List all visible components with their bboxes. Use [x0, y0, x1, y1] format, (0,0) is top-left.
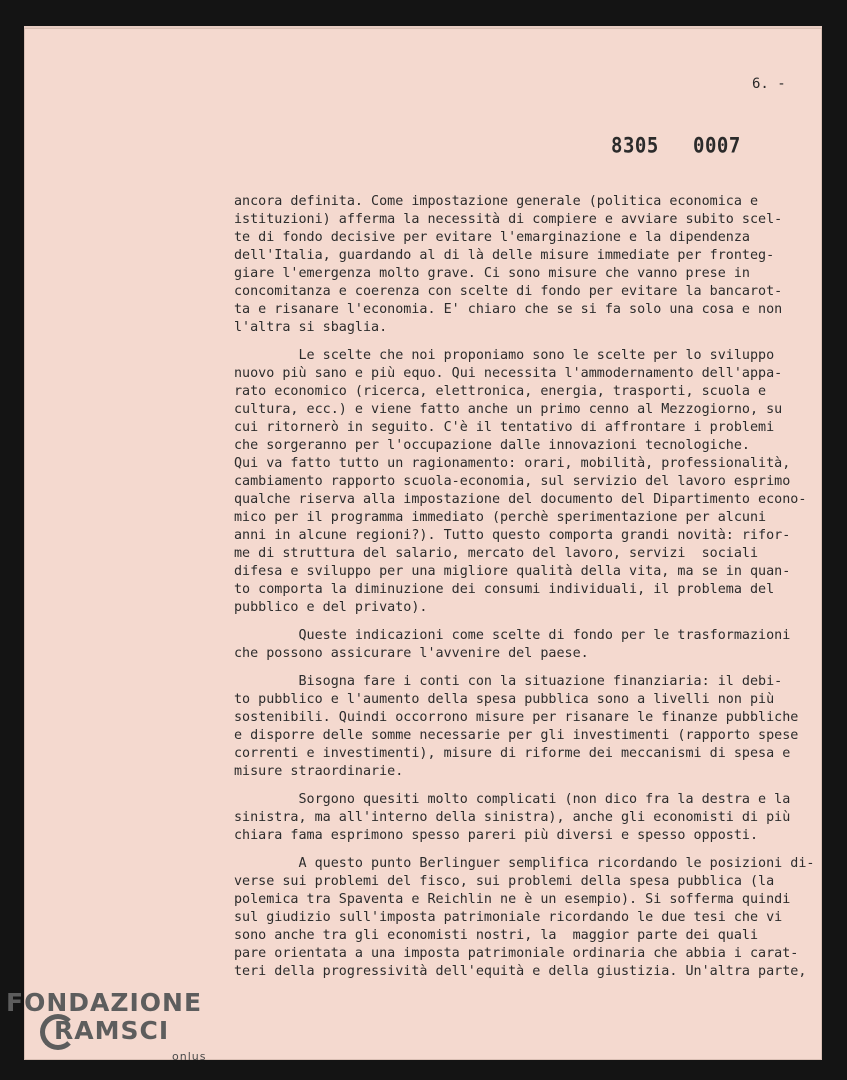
page-number: 6. -	[752, 76, 786, 92]
text-line: dell'Italia, guardando al di là delle misure immediate per fronteg-	[234, 248, 775, 263]
text-line: Queste indicazioni come scelte di fondo per le trasformazioni	[234, 628, 791, 643]
text-line: ta e risanare l'economia. E' chiaro che se si fa solo una cosa e non	[234, 302, 783, 317]
text-line: l'altra si sbaglia.	[234, 320, 388, 335]
text-line: ancora definita. Come impostazione generale (politica economica e	[234, 194, 759, 209]
archive-stamp-left: 8305	[611, 133, 659, 159]
text-line: pubblico e del privato).	[234, 600, 428, 615]
watermark-fondazione: FONDAZIONE	[6, 988, 203, 1017]
text-line: qualche riserva alla impostazione del documento del Dipartimento econo-	[234, 492, 807, 507]
text-line: cambiamento rapporto scuola-economia, sul servizio del lavoro esprimo	[234, 474, 791, 489]
text-line: correnti e investimenti), misure di riforme dei meccanismi di spesa e	[234, 746, 791, 761]
text-line: che possono assicurare l'avvenire del paese.	[234, 646, 589, 661]
text-line: sono anche tra gli economisti nostri, la maggior parte dei quali	[234, 928, 759, 943]
text-line: rato economico (ricerca, elettronica, energia, trasporti, scuola e	[234, 384, 767, 399]
text-line: difesa e sviluppo per una migliore qualità della vita, ma se in quan-	[234, 564, 791, 579]
text-line: anni in alcune regioni?). Tutto questo comporta grandi novità: rifor-	[234, 528, 791, 543]
text-line: Bisogna fare i conti con la situazione finanziaria: il debi-	[234, 674, 783, 689]
text-line: cui ritornerò in seguito. C'è il tentativo di affrontare i problemi	[234, 420, 775, 435]
text-line: A questo punto Berlinguer semplifica ricordando le posizioni di-	[234, 856, 815, 871]
text-line: me di struttura del salario, mercato del lavoro, servizi sociali	[234, 546, 759, 561]
watermark-gramsci: RAMSCI	[54, 1016, 170, 1045]
text-line: pare orientata a una imposta patrimoniale ordinaria che abbia i carat-	[234, 946, 799, 961]
text-line: mico per il programma immediato (perchè sperimentazione per alcuni	[234, 510, 767, 525]
text-line: teri della progressività dell'equità e della giustizia. Un'altra parte,	[234, 964, 807, 979]
text-line: nuovo più sano e più equo. Qui necessita l'ammodernamento dell'appa-	[234, 366, 783, 381]
text-line: sostenibili. Quindi occorrono misure per risanare le finanze pubbliche	[234, 710, 799, 725]
text-line: te di fondo decisive per evitare l'emarginazione e la dipendenza	[234, 230, 750, 245]
text-line: sinistra, ma all'interno della sinistra), anche gli economisti di più	[234, 810, 791, 825]
text-line: giare l'emergenza molto grave. Ci sono misure che vanno prese in	[234, 266, 750, 281]
text-line: Sorgono quesiti molto complicati (non dico fra la destra e la	[234, 792, 791, 807]
text-line: to pubblico e l'aumento della spesa pubblica sono a livelli non più	[234, 692, 775, 707]
text-line: to comporta la diminuzione dei consumi individuali, il problema del	[234, 582, 775, 597]
text-line: e disporre delle somme necessarie per gli investimenti (rapporto spese	[234, 728, 799, 743]
text-line: polemica tra Spaventa e Reichlin ne è un esempio). Si sofferma quindi	[234, 892, 791, 907]
text-line: Le scelte che noi proponiamo sono le scelte per lo sviluppo	[234, 348, 775, 363]
text-line: istituzioni) afferma la necessità di compiere e avviare subito scel-	[234, 212, 783, 227]
text-line: che sorgeranno per l'occupazione dalle innovazioni tecnologiche.	[234, 438, 750, 453]
text-line: misure straordinarie.	[234, 764, 404, 779]
text-line: concomitanza e coerenza con scelte di fondo per evitare la bancarot-	[234, 284, 783, 299]
archive-stamp-right: 0007	[693, 133, 741, 159]
text-line: sul giudizio sull'imposta patrimoniale ricordando le due tesi che vi	[234, 910, 783, 925]
text-line: verse sui problemi del fisco, sui problemi della spesa pubblica (la	[234, 874, 775, 889]
text-line: cultura, ecc.) e viene fatto anche un primo cenno al Mezzogiorno, su	[234, 402, 783, 417]
text-line: Qui va fatto tutto un ragionamento: orari, mobilità, professionalità,	[234, 456, 791, 471]
text-line: chiara fama esprimono spesso pareri più diversi e spesso opposti.	[234, 828, 759, 843]
watermark-onlus: onlus	[172, 1050, 207, 1063]
